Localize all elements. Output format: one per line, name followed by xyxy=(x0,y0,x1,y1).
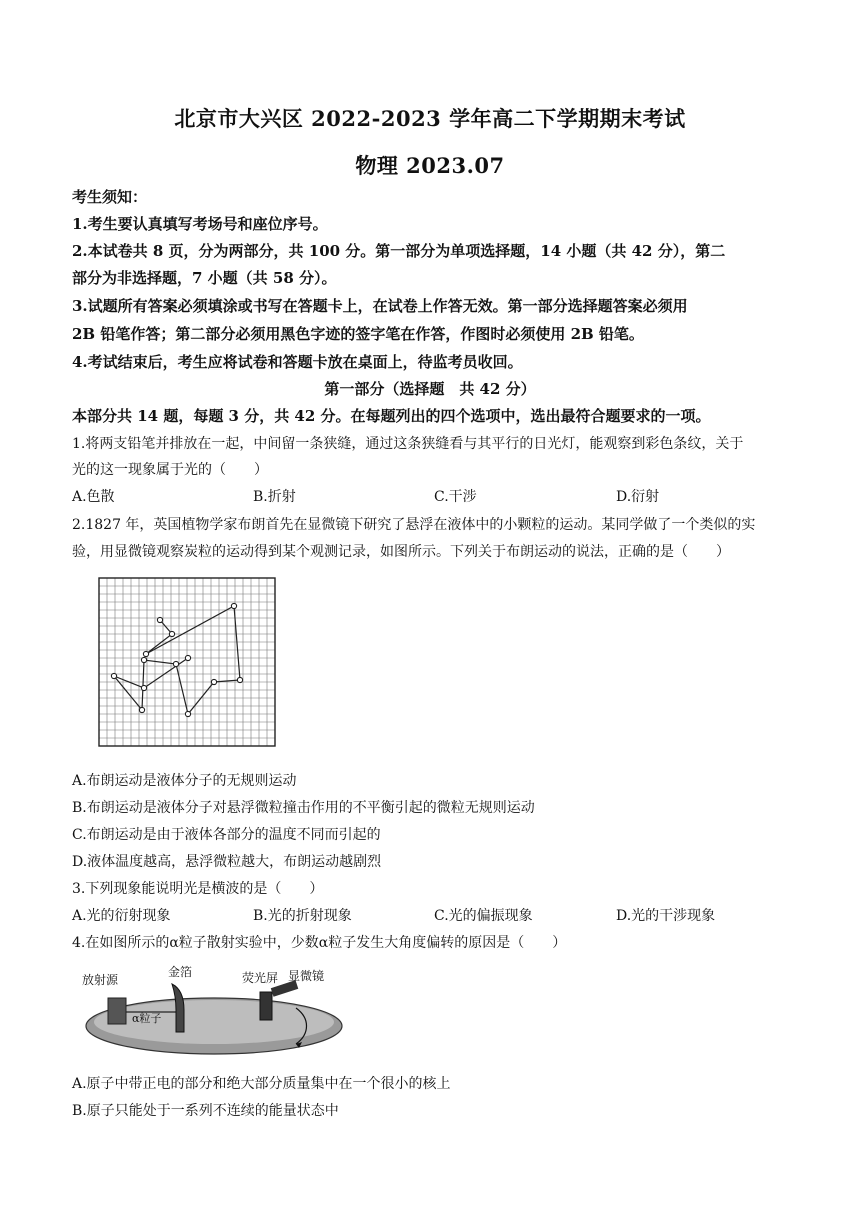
q2-option-c: C.布朗运动是由于液体各部分的温度不同而引起的 xyxy=(72,827,381,843)
label-foil: 金箔 xyxy=(168,965,193,979)
q2-stem: 2.1827 年，英国植物学家布朗首先在显微镜下研究了悬浮在液体中的小颗粒的运动。某同学做了一个类似的实 xyxy=(72,517,756,533)
particle-position-marker xyxy=(111,673,116,678)
particle-position-marker xyxy=(141,685,146,690)
q2-option-d: D.液体温度越高，悬浮微粒越大，布朗运动越剧烈 xyxy=(72,854,382,870)
q4-stem: 4.在如图所示的α粒子散射实验中，少数α粒子发生大角度偏转的原因是（ ） xyxy=(72,935,567,951)
particle-position-marker xyxy=(185,711,190,716)
label-alpha: α粒子 xyxy=(132,1012,162,1025)
particle-position-marker xyxy=(231,603,236,608)
q1-option-a: A.色散 xyxy=(72,489,115,505)
notice-item: 1.考生要认真填写考场号和座位序号。 xyxy=(72,215,328,233)
q3-option-d: D.光的干涉现象 xyxy=(616,908,716,924)
particle-position-marker xyxy=(211,679,216,684)
q1-option-d: D.衍射 xyxy=(616,489,660,505)
radioactive-source-box xyxy=(108,998,126,1024)
q2-option-b: B.布朗运动是液体分子对悬浮微粒撞击作用的不平衡引起的微粒无规则运动 xyxy=(72,800,535,816)
particle-position-marker xyxy=(169,631,174,636)
q1-stem: 光的这一现象属于光的（ ） xyxy=(72,462,268,478)
notice-item: 3.试题所有答案必须填涂或书写在答题卡上，在试卷上作答无效。第一部分选择题答案必须用 xyxy=(72,297,688,315)
q3-options xyxy=(72,905,792,925)
notice-item: 部分为非选择题，7 小题（共 58 分）。 xyxy=(72,269,337,287)
notice-item: 4.考试结束后，考生应将试卷和答题卡放在桌面上，待监考员收回。 xyxy=(72,353,523,371)
q2-stem: 验，用显微镜观察炭粒的运动得到某个观测记录，如图所示。下列关于布朗运动的说法，正确的是（ ） xyxy=(72,544,730,560)
label-microscope: 显微镜 xyxy=(288,969,325,983)
particle-position-marker xyxy=(143,651,148,656)
q3-option-b: B.光的折射现象 xyxy=(253,908,352,924)
particle-position-marker xyxy=(185,655,190,660)
q3-option-c: C.光的偏振现象 xyxy=(434,908,533,924)
label-screen: 荧光屏 xyxy=(242,971,279,985)
brownian-motion-figure xyxy=(84,572,284,754)
q1-option-c: C.干涉 xyxy=(434,489,477,505)
particle-position-marker xyxy=(139,707,144,712)
q4-option-a: A.原子中带正电的部分和绝大部分质量集中在一个很小的核上 xyxy=(72,1076,451,1092)
particle-position-marker xyxy=(173,661,178,666)
exam-title: 北京市大兴区 2022-2023 学年高二下学期期末考试 xyxy=(174,106,686,131)
particle-position-marker xyxy=(157,617,162,622)
part1-intro: 本部分共 14 题，每题 3 分，共 42 分。在每题列出的四个选项中，选出最符合题要求的一项。 xyxy=(72,407,711,425)
alpha-scattering-figure xyxy=(74,962,344,1062)
q4-option-b: B.原子只能处于一系列不连续的能量状态中 xyxy=(72,1103,339,1119)
particle-position-marker xyxy=(237,677,242,682)
q3-option-a: A.光的衍射现象 xyxy=(72,908,171,924)
part1-heading: 第一部分（选择题 共 42 分） xyxy=(324,380,536,398)
q1-option-b: B.折射 xyxy=(253,489,296,505)
notice-item: 2B 铅笔作答；第二部分必须用黑色字迹的签字笔在作答，作图时必须使用 2B 铅笔。 xyxy=(72,325,644,343)
particle-position-marker xyxy=(141,657,146,662)
exam-subtitle: 物理 2023.07 xyxy=(355,153,505,178)
notice-heading: 考生须知： xyxy=(72,188,148,206)
q1-stem: 1.将两支铅笔并排放在一起，中间留一条狭缝，通过这条狭缝看与其平行的日光灯，能观察到彩色条纹，关于 xyxy=(72,436,744,452)
label-source: 放射源 xyxy=(82,973,119,987)
q2-option-a: A.布朗运动是液体分子的无规则运动 xyxy=(72,773,297,789)
notice-item: 2.本试卷共 8 页，分为两部分，共 100 分。第一部分为单项选择题，14 小题（共 42 分），第二 xyxy=(72,242,726,260)
fluorescent-screen xyxy=(260,992,272,1020)
q1-options xyxy=(72,486,792,506)
q3-stem: 3.下列现象能说明光是横波的是（ ） xyxy=(72,881,324,897)
